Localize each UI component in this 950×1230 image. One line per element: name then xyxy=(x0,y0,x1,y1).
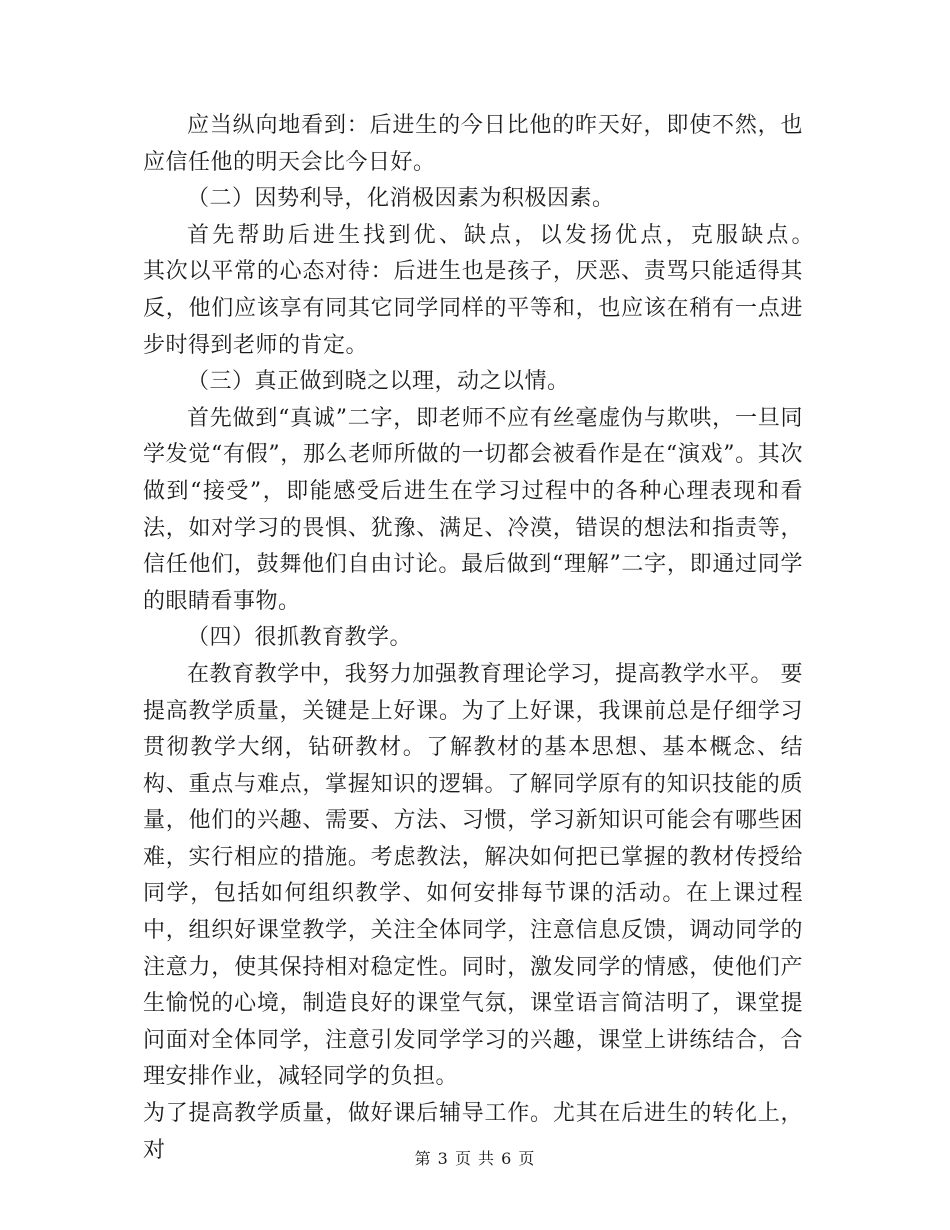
section-heading: （四）很抓教育教学。 xyxy=(187,625,413,651)
section-heading: （三）真正做到晓之以理，动之以情。 xyxy=(187,369,570,395)
paragraph: 首先做到“真诚”二字，即老师不应有丝毫虚伪与欺哄，一旦同学发觉“有假”，那么老师所做的一切都会被看作是在“演戏”。其次做到“接受”，即能感受后进生在学习过程中的各种心理表现和看法，如对学习的畏惧、犹豫、满足、冷漠，错误的想法和指责等，信任他们，鼓舞他们自由讨论。最后做到“理解”二字，即通过同学的眼睛看事物。 xyxy=(143,405,803,614)
paragraph: 在教育教学中，我努力加强教育理论学习，提高教学水平。 要提高教学质量，关键是上好课。为了上好课，我课前总是仔细学习贯彻教学大纲，钻研教材。了解教材的基本思想、基本概念、结构、重点与难点，掌握知识的逻辑。了解同学原有的知识技能的质量，他们的兴趣、需要、方法、习惯，学习新知识可能会有哪些困难，实行相应的措施。考虑教法，解决如何把已掌握的教材传授给同学，包括如何组织教学、如何安排每节课的活动。在上课过程中，组织好课堂教学，关注全体同学，注意信息反馈，调动同学的注意力，使其保持相对稳定性。同时，激发同学的情感，使他们产生愉悦的心境，制造良好的课堂气氛，课堂语言简洁明了，课堂提问面对全体同学，注意引发同学学习的兴趣，课堂上讲练结合，合理安排作业，减轻同学的负担。 xyxy=(143,661,803,1090)
paragraph: 为了提高教学质量，做好课后辅导工作。尤其在后进生的转化上，对 xyxy=(143,1101,803,1163)
page-number-footer: 第 3 页 共 6 页 xyxy=(414,1149,536,1168)
paragraph: 应当纵向地看到：后进生的今日比他的昨天好，即使不然，也应信任他的明天会比今日好。 xyxy=(143,113,803,175)
section-heading: （二）因势利导，化消极因素为积极因素。 xyxy=(187,186,615,212)
paragraph: 首先帮助后进生找到优、缺点，以发扬优点，克服缺点。 其次以平常的心态对待：后进生也是孩子，厌恶、责骂只能适得其反，他们应该享有同其它同学同样的平等和，也应该在稍有一点进步时得到老师的肯定。 xyxy=(143,222,849,358)
document-body xyxy=(143,108,849,1169)
